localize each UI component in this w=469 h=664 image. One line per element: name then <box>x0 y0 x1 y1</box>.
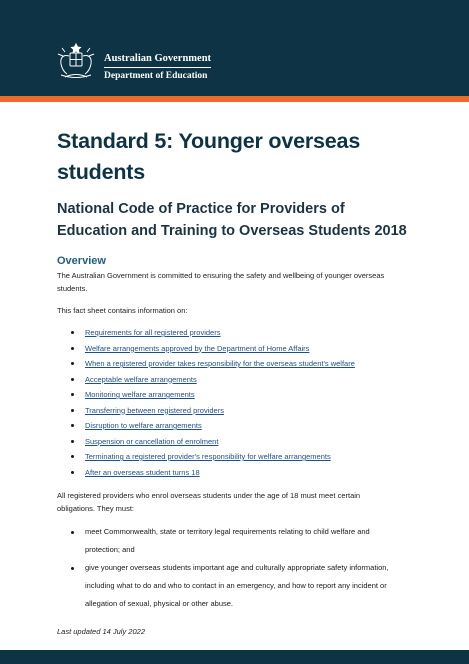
link-provider-responsibility[interactable]: When a registered provider takes responsibility for the overseas student's welfare <box>85 359 355 368</box>
header-band <box>0 0 469 96</box>
link-requirements[interactable]: Requirements for all registered providers <box>85 328 221 337</box>
government-wordmark <box>104 52 211 83</box>
list-item <box>71 418 417 434</box>
coat-of-arms-icon <box>55 42 97 80</box>
list-item <box>71 356 417 372</box>
link-disruption[interactable]: Disruption to welfare arrangements <box>85 421 202 430</box>
factsheet-intro: This fact sheet contains information on: <box>57 306 188 315</box>
government-name: Australian Government <box>104 53 212 64</box>
overview-heading: Overview <box>57 255 106 267</box>
last-updated: Last updated 14 July 2022 <box>57 627 145 636</box>
list-item <box>71 449 417 465</box>
footer-band <box>0 650 469 664</box>
department-name: Department of Education <box>104 67 211 83</box>
link-after-18[interactable]: After an overseas student turns 18 <box>85 467 200 477</box>
document-body <box>57 126 417 613</box>
contents-link-list <box>57 325 417 480</box>
obligations-intro: All registered providers who enrol overseas students under the age of 18 must meet certain obligations. They must: <box>57 491 361 513</box>
link-suspension[interactable]: Suspension or cancellation of enrolment <box>85 436 219 446</box>
list-item <box>71 341 417 357</box>
link-monitoring-welfare[interactable]: Monitoring welfare arrangements <box>85 390 195 399</box>
list-item <box>71 434 417 450</box>
link-approved-welfare[interactable]: Welfare arrangements approved by the Department of Home Affairs <box>85 343 310 353</box>
link-acceptable-welfare[interactable]: Acceptable welfare arrangements <box>85 374 197 384</box>
link-transferring[interactable]: Transferring between registered providers <box>85 405 224 415</box>
list-item <box>71 325 417 341</box>
list-item <box>71 403 417 419</box>
list-item <box>71 387 417 403</box>
list-item <box>71 465 417 481</box>
page-title: Standard 5: Younger overseas students <box>57 129 361 184</box>
list-item <box>71 372 417 388</box>
link-terminating[interactable]: Terminating a registered provider's responsibility for welfare arrangements <box>85 452 331 461</box>
list-item: give younger overseas students important age and culturally appropriate safety information, including what to do and who to contact in an emergency, and how to report any incident or allegation of sexual, physical or other abuse. <box>71 559 417 613</box>
list-item: meet Commonwealth, state or territory legal requirements relating to child welfare and protection; and <box>71 523 417 559</box>
overview-intro: The Australian Government is committed to ensuring the safety and wellbeing of younger overseas students. <box>57 271 385 293</box>
obligations-list <box>57 523 417 613</box>
accent-stripe <box>0 96 469 102</box>
page-subtitle: National Code of Practice for Providers of Education and Training to Overseas Students 2018 <box>57 201 407 239</box>
